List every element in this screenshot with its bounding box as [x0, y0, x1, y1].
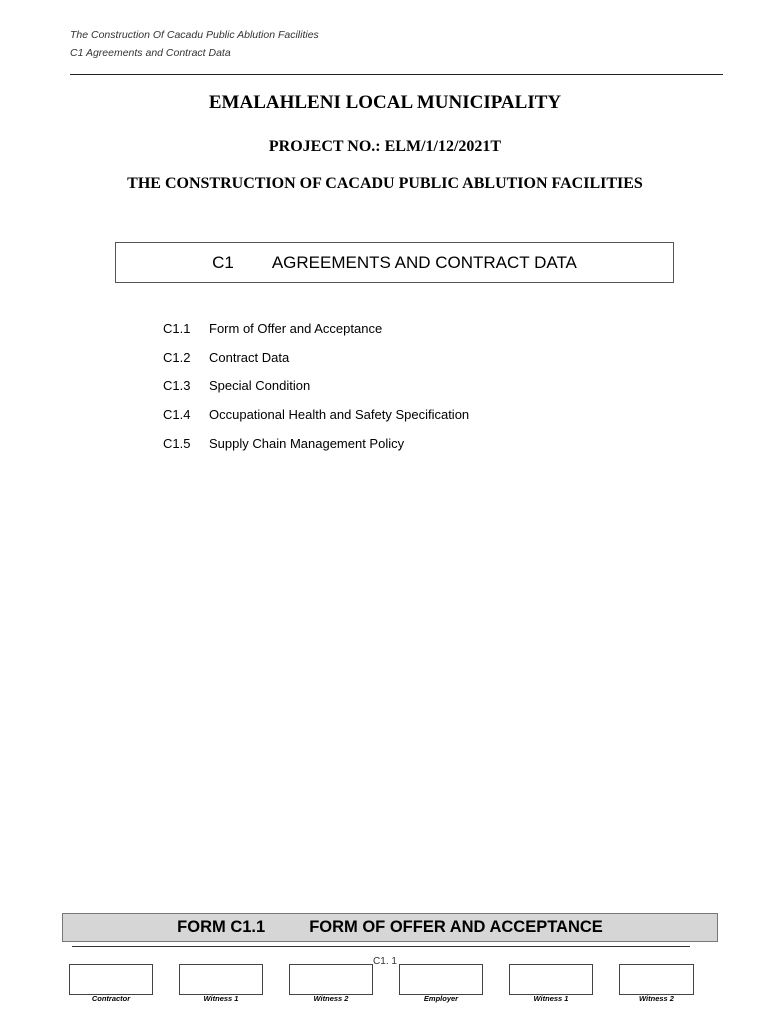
signature-label: Employer	[423, 994, 459, 1003]
signature-label: Witness 1	[203, 994, 239, 1003]
signature-box[interactable]	[619, 964, 694, 995]
signature-label: Witness 2	[313, 994, 349, 1003]
toc-item-label: Occupational Health and Safety Specification	[209, 407, 470, 423]
toc-item-number: C1.5	[163, 435, 191, 451]
toc-item[interactable]	[163, 407, 469, 436]
signature-box[interactable]	[179, 964, 263, 995]
page-number: C1. 1	[373, 956, 397, 967]
section-title: AGREEMENTS AND CONTRACT DATA	[271, 252, 577, 272]
signature-label: Witness 1	[533, 994, 569, 1003]
toc-item-number: C1.3	[163, 378, 191, 394]
signature-box[interactable]	[289, 964, 373, 995]
toc-item[interactable]	[163, 436, 469, 465]
toc-item-label: Supply Chain Management Policy	[209, 435, 405, 451]
signature-label: Contractor	[91, 994, 131, 1003]
toc-item[interactable]	[163, 350, 469, 379]
construction-title: THE CONSTRUCTION OF CACADU PUBLIC ABLUTION FACILITIES	[127, 175, 643, 192]
toc-item-label: Form of Offer and Acceptance	[209, 321, 383, 336]
toc-item-label: Contract Data	[209, 349, 290, 365]
toc-item-number: C1.4	[163, 407, 191, 423]
toc-item-number: C1.1	[163, 321, 191, 336]
table-of-contents	[163, 321, 469, 464]
header-section-title: C1 Agreements and Contract Data	[70, 47, 231, 59]
signature-box[interactable]	[399, 964, 483, 995]
footer-divider	[72, 946, 690, 947]
header-divider	[70, 74, 723, 75]
form-title: FORM OF OFFER AND ACCEPTANCE	[309, 918, 603, 936]
form-heading-bar	[62, 913, 718, 942]
municipality-title: EMALAHLENI LOCAL MUNICIPALITY	[208, 92, 562, 113]
toc-item[interactable]	[163, 378, 469, 407]
signature-box[interactable]	[69, 964, 153, 995]
project-number: PROJECT NO.: ELM/1/12/2021T	[268, 138, 502, 155]
form-code: FORM C1.1	[177, 918, 266, 936]
section-heading-box	[115, 242, 674, 283]
toc-item-label: Special Condition	[209, 378, 311, 394]
signature-box[interactable]	[509, 964, 593, 995]
section-code: C1	[212, 252, 234, 272]
header-project-title: The Construction Of Cacadu Public Ablution Facilities	[70, 29, 319, 41]
signature-label: Witness 2	[639, 994, 674, 1003]
toc-item[interactable]	[163, 321, 469, 350]
toc-item-number: C1.2	[163, 349, 191, 365]
